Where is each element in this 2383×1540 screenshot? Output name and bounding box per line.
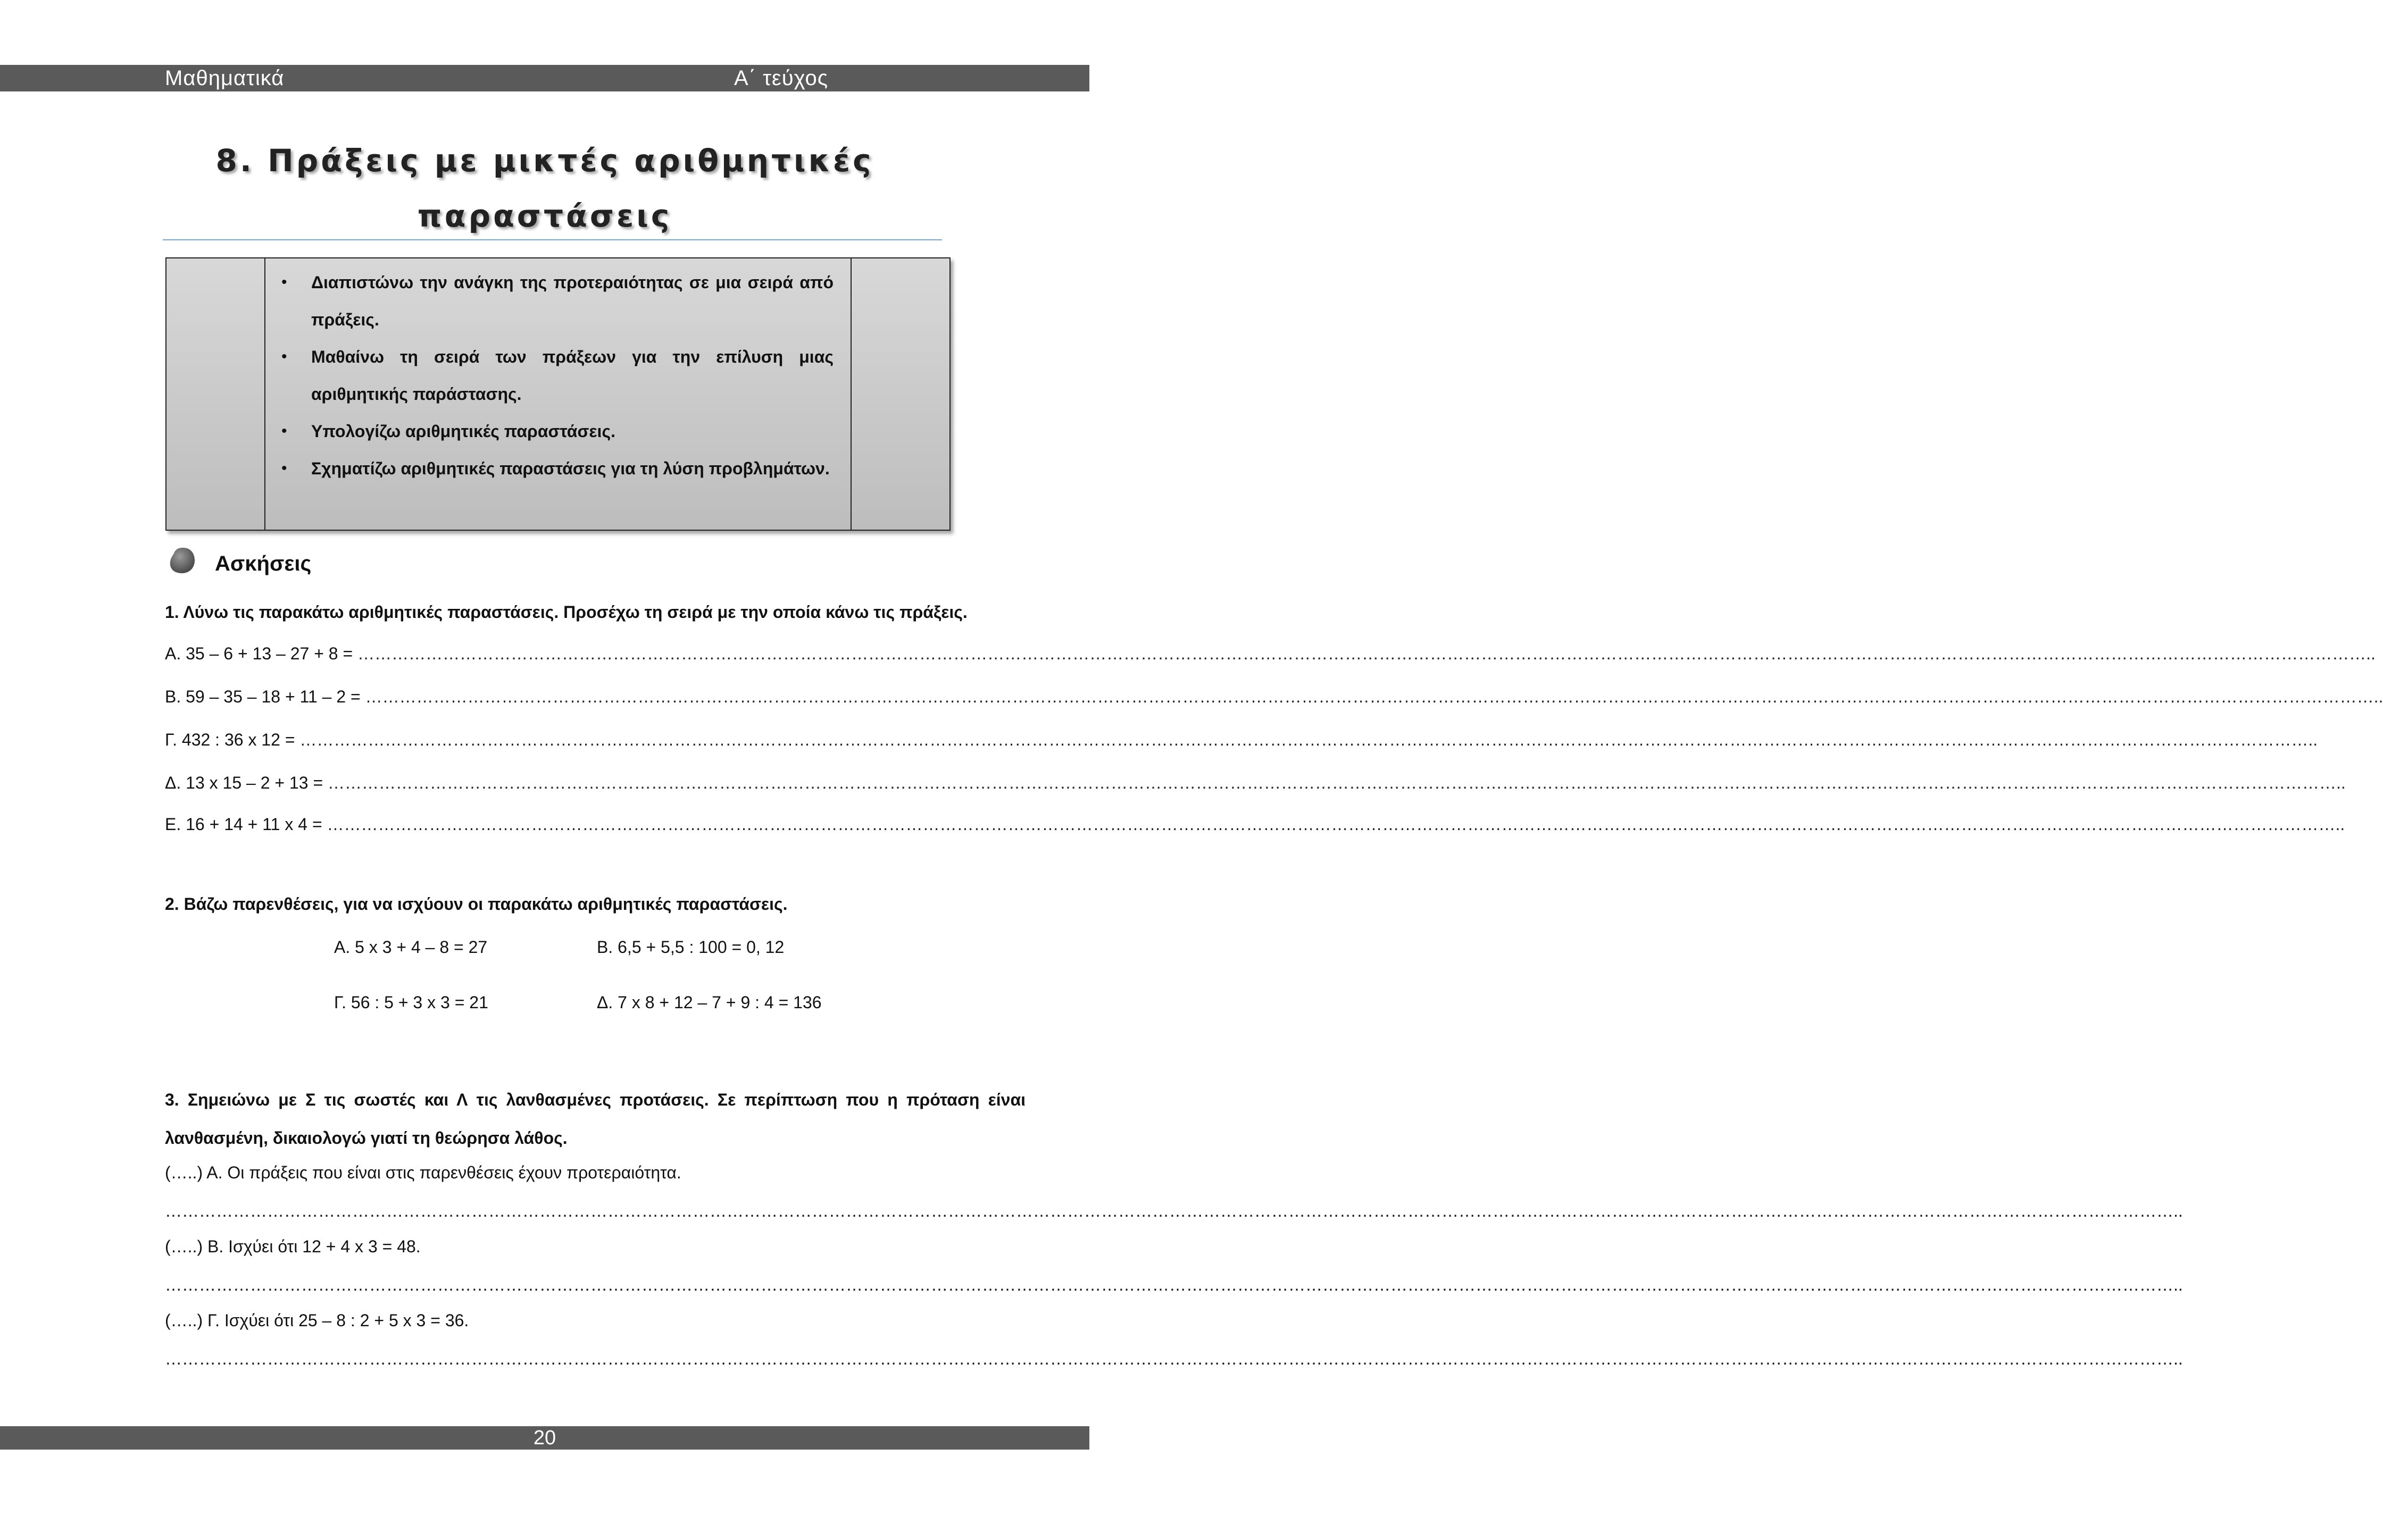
exercise-1-item[interactable]: Β. 59 – 35 – 18 + 11 – 2 = ………………………………………………………………………………………………………………………………………………………………………………………………………………………………………………………………………………………………………………………….. — [165, 687, 2383, 706]
exercise-1-item[interactable]: Δ. 13 x 15 – 2 + 13 = ………………………………………………………………………………………………………………………………………………………………………………………………………………………………………………………………………………………………………………………….. — [165, 773, 2346, 792]
exercise-2-item-b: Β. 6,5 + 5,5 : 100 = 0, 12 — [597, 938, 785, 957]
exercise-2-prompt: 2. Βάζω παρενθέσεις, για να ισχύουν οι παρακάτω αριθμητικές παραστάσεις. — [165, 894, 788, 914]
goal-item: • Σχηματίζω αριθμητικές παραστάσεις για τη λύση προβλημάτων. — [311, 450, 834, 487]
header-issue: Α΄ τεύχος — [734, 66, 829, 90]
exercises-heading: Ασκήσεις — [215, 552, 312, 575]
goals-right-column — [851, 258, 949, 530]
answer-line[interactable]: ………………………………………………………………………………………………………………………………………………………………………………………………………………………………………………………………………………………………………………………….. — [165, 1275, 2183, 1294]
exercise-2-item-d: Δ. 7 x 8 + 12 – 7 + 9 : 4 = 136 — [597, 993, 822, 1012]
exercise-2-item-a: Α. 5 x 3 + 4 – 8 = 27 — [334, 938, 488, 957]
exercise-bullet-icon — [167, 546, 197, 575]
goals-list — [264, 264, 852, 487]
goals-left-column — [166, 258, 265, 530]
bullet-icon: • — [281, 422, 287, 440]
exercise-3-prompt: 3. Σημειώνω με Σ τις σωστές και Λ τις λανθασμένες προτάσεις. Σε περίπτωση που η πρόταση είναι λανθασμένη, δικαιολογώ γιατί τη θεώρησα λάθος. — [165, 1090, 1026, 1148]
page-footer — [0, 1426, 1089, 1450]
answer-dots: ………………………………………………………………………………………………………………………………………………………………………………………………………………………………………………………………………………………………………………………….. — [365, 687, 2383, 706]
title-divider — [163, 239, 942, 240]
answer-dots: ………………………………………………………………………………………………………………………………………………………………………………………………………………………………………………………………………………………………………………………….. — [327, 815, 2345, 834]
goal-item: • Μαθαίνω τη σειρά των πράξεων για την επίλυση μιας αριθμητικής παράστασης. — [311, 338, 834, 413]
exercise-3-statement-a: (…..) Α. Οι πράξεις που είναι στις παρενθέσεις έχουν προτεραιότητα. — [165, 1163, 681, 1182]
title-line-2: παραστάσεις — [417, 198, 672, 234]
answer-dots: ………………………………………………………………………………………………………………………………………………………………………………………………………………………………………………………………………………………………………………………….. — [357, 644, 2376, 663]
answer-line[interactable]: ………………………………………………………………………………………………………………………………………………………………………………………………………………………………………………………………………………………………………………………….. — [165, 1349, 2183, 1368]
header-subject: Μαθηματικά — [165, 66, 285, 90]
exercise-1-item[interactable]: Α. 35 – 6 + 13 – 27 + 8 = ………………………………………………………………………………………………………………………………………………………………………………………………………………………………………………………………………………………………………………………….. — [165, 644, 2376, 663]
exercise-2-item-c: Γ. 56 : 5 + 3 x 3 = 21 — [334, 993, 488, 1012]
learning-goals-box — [165, 257, 951, 531]
exercise-3-statement-b: (…..) Β. Ισχύει ότι 12 + 4 x 3 = 48. — [165, 1237, 421, 1256]
bullet-icon: • — [281, 459, 287, 477]
answer-line[interactable]: ………………………………………………………………………………………………………………………………………………………………………………………………………………………………………………………………………………………………………………………….. — [165, 1201, 2183, 1220]
answer-dots: ………………………………………………………………………………………………………………………………………………………………………………………………………………………………………………………………………………………………………………………….. — [299, 730, 2318, 749]
answer-dots: ………………………………………………………………………………………………………………………………………………………………………………………………………………………………………………………………………………………………………………………….. — [328, 773, 2346, 792]
bullet-icon: • — [281, 348, 287, 365]
goal-item: • Διαπιστώνω την ανάγκη της προτεραιότητας σε μια σειρά από πράξεις. — [311, 264, 834, 338]
goal-item: • Υπολογίζω αριθμητικές παραστάσεις. — [311, 413, 834, 450]
exercise-1-item[interactable]: Ε. 16 + 14 + 11 x 4 = ………………………………………………………………………………………………………………………………………………………………………………………………………………………………………………………………………………………………………………………….. — [165, 815, 2345, 834]
exercise-1-item[interactable]: Γ. 432 : 36 x 12 = ………………………………………………………………………………………………………………………………………………………………………………………………………………………………………………………………………………………………………………………….. — [165, 730, 2318, 749]
running-header — [0, 65, 1089, 91]
page-title — [0, 133, 1089, 244]
bullet-icon: • — [281, 273, 287, 291]
exercise-3-statement-c: (…..) Γ. Ισχύει ότι 25 – 8 : 2 + 5 x 3 = 36. — [165, 1311, 469, 1330]
title-line-1: 8. Πράξεις με μικτές αριθμητικές — [215, 143, 874, 179]
page-number: 20 — [533, 1427, 556, 1449]
exercise-1-prompt: 1. Λύνω τις παρακάτω αριθμητικές παραστάσεις. Προσέχω τη σειρά με την οποία κάνω τις πράξεις. — [165, 602, 968, 622]
